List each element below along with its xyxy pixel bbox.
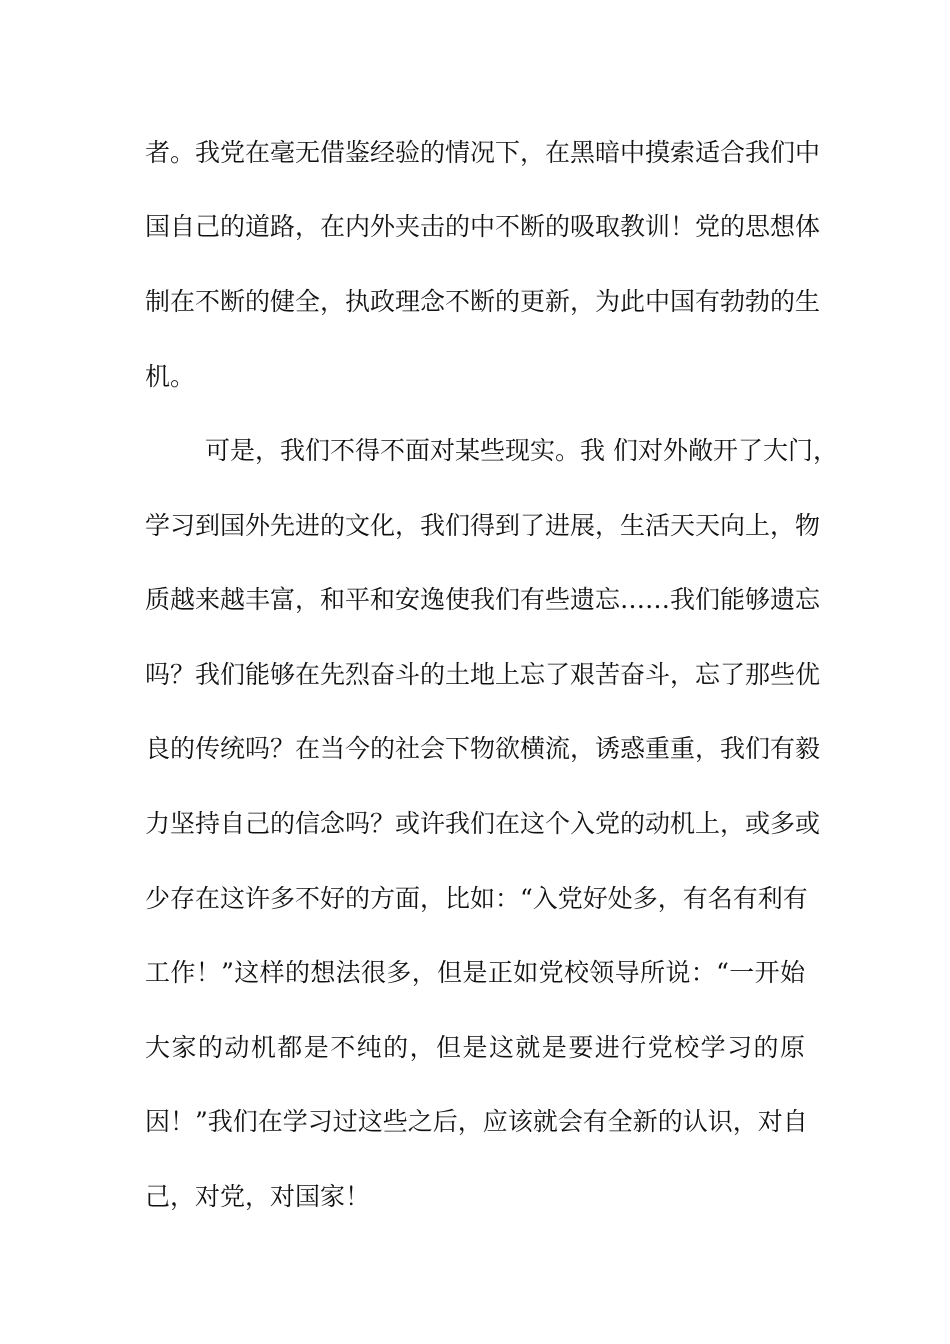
text-line-10: 力坚持自己的信念吗？或许我们在这个入党的动机上，或多或 — [145, 809, 821, 838]
text-line-1: 者。我党在毫无借鉴经验的情况下，在黑暗中摸索适合我们中 — [145, 138, 821, 167]
text-line-9: 良的传统吗？在当今的社会下物欲横流，诱惑重重，我们有毅 — [145, 734, 821, 763]
text-line-15: 己，对党，对国家！ — [145, 1182, 371, 1211]
text-line-8: 吗？我们能够在先烈奋斗的土地上忘了艰苦奋斗，忘了那些优 — [145, 660, 821, 689]
text-line-6: 学习到国外先进的文化，我们得到了进展，生活天天向上，物 — [145, 511, 821, 540]
text-line-4: 机。 — [145, 362, 196, 391]
text-line-3: 制在不断的健全，执政理念不断的更新，为此中国有勃勃的生 — [145, 287, 821, 316]
text-line-7: 质越来越丰富，和平和安逸使我们有些遗忘……我们能够遗忘 — [145, 585, 821, 614]
text-line-13: 大家的动机都是不纯的，但是这就是要进行党校学习的原 — [145, 1033, 805, 1062]
text-line-14: 因！”我们在学习过这些之后，应该就会有全新的认识，对自 — [145, 1107, 808, 1136]
text-line-5-paragraph-start: 可是，我们不得不面对某些现实。我 们对外敞开了大门， — [205, 436, 838, 465]
text-line-2: 国自己的道路，在内外夹击的中不断的吸取教训！党的思想体 — [145, 212, 821, 241]
text-line-11: 少存在这许多不好的方面，比如：“入党好处多，有名有利有 — [145, 884, 808, 913]
text-line-12: 工作！”这样的想法很多，但是正如党校领导所说：“一开始 — [145, 958, 805, 987]
